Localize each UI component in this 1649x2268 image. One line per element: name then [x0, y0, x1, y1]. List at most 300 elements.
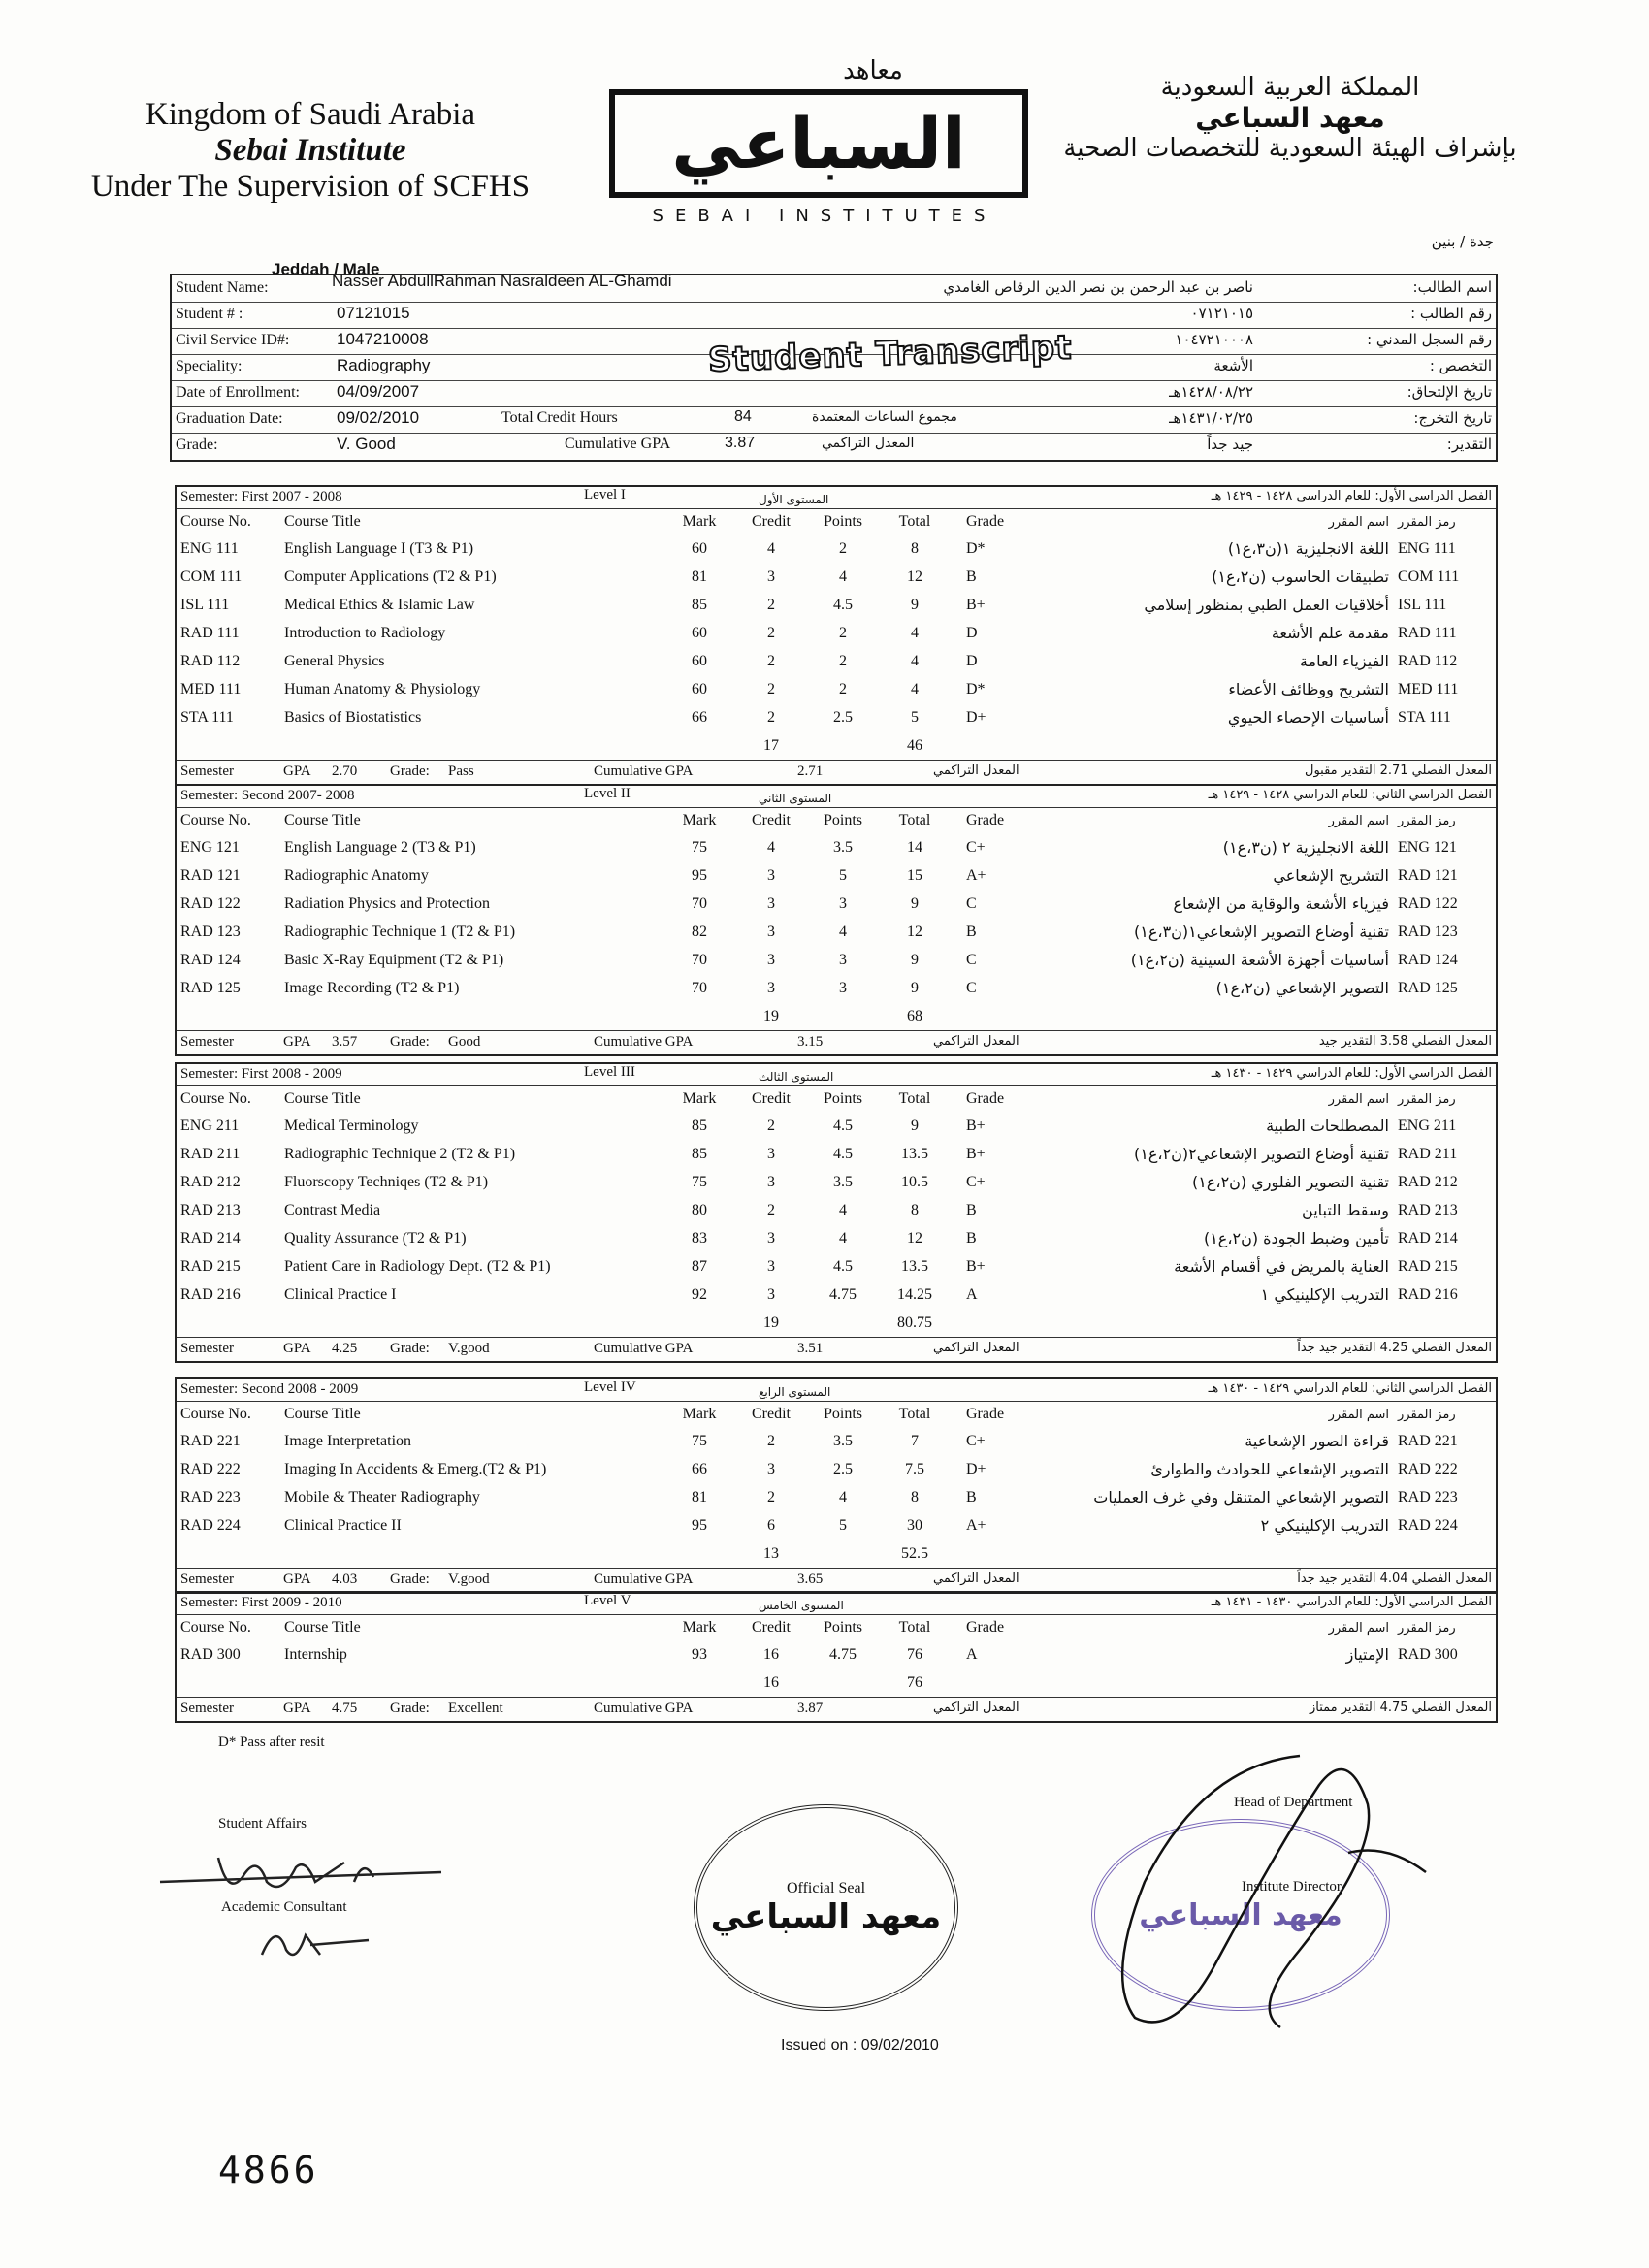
- semester-footer: [177, 1030, 1496, 1054]
- course-name-ar: تقنية التصوير الفلوري (ن٢،ع١): [1192, 1173, 1389, 1191]
- course-total: 14.25: [897, 1285, 932, 1303]
- col-course-no: Course No.: [180, 812, 251, 828]
- sum-credit: 19: [763, 1007, 779, 1024]
- course-grade: B: [966, 1488, 977, 1506]
- course-code: ISL 111: [180, 596, 230, 613]
- student-number-value: 07121015: [337, 304, 410, 322]
- table-header-row: [177, 509, 1496, 535]
- course-grade: C+: [966, 1432, 986, 1449]
- course-mark: 80: [692, 1201, 707, 1218]
- student-name-value: Nasser AbdullRahman Nasraldeen AL-Ghamdi: [332, 272, 672, 290]
- course-grade: D*: [966, 539, 986, 557]
- semester-block: [175, 1377, 1498, 1594]
- course-mark: 60: [692, 680, 707, 697]
- director-seal-text: معهد السباعي: [1139, 1897, 1342, 1932]
- course-grade: D: [966, 652, 978, 669]
- table-row: [177, 1280, 1496, 1309]
- courses-table: [177, 1615, 1496, 1697]
- col-course-title: Course Title: [284, 513, 361, 530]
- cumulative-gpa-ar: المعدل التراكمي: [933, 1341, 1019, 1355]
- course-code-ar: ENG 211: [1398, 1117, 1457, 1134]
- course-grade: C: [966, 979, 977, 996]
- semester-title-ar: الفصل الدراسي الأول: للعام الدراسي ١٤٣٠ - ١٤٣١ هـ: [1211, 1595, 1492, 1609]
- course-code: RAD 112: [180, 652, 241, 669]
- course-credit: 2: [767, 1488, 775, 1506]
- course-grade: D*: [966, 680, 986, 697]
- semester-header: [177, 1379, 1496, 1402]
- course-credit: 2: [767, 1201, 775, 1218]
- table-row: [177, 861, 1496, 890]
- overall-grade-value: V. Good: [337, 435, 396, 453]
- course-total: 12: [907, 567, 922, 585]
- course-mark: 81: [692, 567, 707, 585]
- col-code-ar: رمز المقرر: [1398, 1091, 1456, 1107]
- table-row: [177, 890, 1496, 918]
- course-total: 13.5: [901, 1257, 928, 1275]
- course-title: Human Anatomy & Physiology: [284, 680, 481, 697]
- semester-grade-word: V.good: [448, 1341, 490, 1356]
- semester-gpa: 4.03: [332, 1571, 358, 1587]
- course-code: ENG 111: [180, 539, 239, 557]
- course-total: 7.5: [905, 1460, 924, 1477]
- semester-header: [177, 1064, 1496, 1086]
- course-code: RAD 211: [180, 1145, 241, 1162]
- table-row: [177, 675, 1496, 703]
- semester-title-ar: الفصل الدراسي الثاني: للعام الدراسي ١٤٢٩ - ١٤٣٠ هـ: [1208, 1381, 1492, 1396]
- course-points: 4.5: [833, 1145, 853, 1162]
- semester-footer: [177, 1697, 1496, 1721]
- semester-block: [175, 784, 1498, 1056]
- totals-row: [177, 1002, 1496, 1030]
- course-code-ar: COM 111: [1398, 567, 1460, 585]
- course-points: 2: [839, 624, 847, 641]
- col-credit: Credit: [752, 513, 791, 530]
- cumulative-gpa-label: Cumulative GPA: [594, 763, 694, 779]
- course-mark: 93: [692, 1645, 707, 1663]
- grade-label: Grade:: [390, 1341, 430, 1356]
- course-mark: 85: [692, 1145, 707, 1162]
- table-row: [177, 1168, 1496, 1196]
- logo-top-text: معاهد: [843, 56, 903, 85]
- info-ar-label: رقم الطالب :: [1410, 305, 1492, 322]
- table-row: [177, 946, 1496, 974]
- cumulative-gpa-label: Cumulative GPA: [594, 1034, 694, 1050]
- col-credit: Credit: [752, 1406, 791, 1422]
- course-points: 4.5: [833, 1117, 853, 1134]
- semester-block: [175, 1062, 1498, 1363]
- course-code-ar: RAD 216: [1398, 1285, 1458, 1303]
- semester-label: Semester: [180, 1341, 234, 1356]
- course-name-ar: الإمتياز: [1345, 1645, 1389, 1664]
- course-name-ar: التصوير الإشعاعي المتنقل وفي غرف العمليات: [1093, 1488, 1389, 1507]
- table-row: [177, 1252, 1496, 1280]
- info-row-student-number: [172, 302, 1496, 329]
- col-total: Total: [898, 1619, 931, 1636]
- info-label: Speciality:: [176, 358, 242, 374]
- course-code: RAD 214: [180, 1229, 241, 1247]
- course-points: 4.75: [829, 1645, 857, 1663]
- course-grade: B+: [966, 1145, 986, 1162]
- course-total: 5: [911, 708, 919, 726]
- semester-cumulative-gpa: 3.51: [797, 1341, 824, 1356]
- cumulative-gpa-ar: المعدل التراكمي: [822, 436, 915, 451]
- info-row-enrollment: [172, 380, 1496, 407]
- academic-consultant-label: Academic Consultant: [221, 1899, 347, 1915]
- totals-row: [177, 731, 1496, 760]
- col-total: Total: [898, 513, 931, 530]
- semester-footer: [177, 1337, 1496, 1361]
- col-mark: Mark: [682, 1090, 717, 1107]
- course-grade: C+: [966, 1173, 986, 1190]
- course-grade: A+: [966, 866, 986, 884]
- course-total: 4: [911, 652, 919, 669]
- overall-grade-ar: جيد جداً: [1207, 436, 1253, 453]
- course-name-ar: التشريح ووظائف الأعضاء: [1228, 680, 1389, 698]
- course-total: 30: [907, 1516, 922, 1534]
- semester-title-ar: الفصل الدراسي الأول: للعام الدراسي ١٤٢٨ - ١٤٢٩ هـ: [1211, 489, 1492, 503]
- course-grade: D: [966, 624, 978, 641]
- info-ar-label: رقم السجل المدني :: [1367, 331, 1492, 348]
- header-en-line3: Under The Supervision of SCFHS: [90, 169, 531, 204]
- totals-row: [177, 1669, 1496, 1697]
- header-en-line2: Sebai Institute: [214, 133, 406, 168]
- course-title: Basics of Biostatistics: [284, 708, 422, 726]
- gpa-label: GPA: [283, 1701, 311, 1716]
- info-row-grade: [172, 433, 1496, 459]
- speciality-value: Radiography: [337, 356, 431, 374]
- col-code-ar: رمز المقرر: [1398, 1407, 1456, 1422]
- semester-title: Semester: Second 2008 - 2009: [180, 1381, 359, 1397]
- semester-level: Level I: [584, 487, 626, 502]
- semester-grade-word: Good: [448, 1034, 481, 1050]
- semester-gpa-ar: المعدل الفصلي 4.04 التقدير جيد جداً: [1297, 1571, 1492, 1586]
- semester-gpa: 4.75: [332, 1701, 358, 1716]
- course-title: Radiation Physics and Protection: [284, 894, 490, 912]
- course-title: Medical Terminology: [284, 1117, 419, 1134]
- header-ar-line3: بإشراف الهيئة السعودية للتخصصات الصحية: [1063, 134, 1517, 163]
- course-title: English Language I (T3 & P1): [284, 539, 474, 557]
- city-english: Jeddah / Male: [272, 260, 380, 278]
- semester-title: Semester: First 2007 - 2008: [180, 489, 342, 504]
- info-label: Grade:: [176, 437, 218, 453]
- col-grade: Grade: [966, 1619, 1005, 1636]
- semester-title: Semester: First 2009 - 2010: [180, 1595, 342, 1610]
- course-credit: 2: [767, 624, 775, 641]
- table-row: [177, 647, 1496, 675]
- sum-total: 80.75: [897, 1313, 932, 1331]
- course-mark: 66: [692, 708, 707, 726]
- course-credit: 4: [767, 838, 775, 856]
- course-title: Fluorscopy Techniqes (T2 & P1): [284, 1173, 489, 1190]
- course-mark: 60: [692, 539, 707, 557]
- table-row: [177, 1196, 1496, 1224]
- course-credit: 4: [767, 539, 775, 557]
- official-seal-text: معهد السباعي: [710, 1896, 942, 1936]
- course-code-ar: ISL 111: [1398, 596, 1447, 613]
- logo-subtitle: SEBAI INSTITUTES: [652, 206, 997, 226]
- academic-consultant-signature: [252, 1916, 388, 1969]
- semester-header: [177, 1593, 1496, 1615]
- course-credit: 3: [767, 951, 775, 968]
- course-name-ar: الفيزياء العامة: [1299, 652, 1389, 670]
- course-credit: 3: [767, 1229, 775, 1247]
- course-name-ar: تطبيقات الحاسوب (ن٢،ع١): [1212, 567, 1389, 586]
- course-name-ar: تقنية أوضاع التصوير الإشعاعي١(ن٣،ع١): [1134, 923, 1389, 941]
- semester-grade-word: Pass: [448, 763, 474, 779]
- col-grade: Grade: [966, 1090, 1005, 1107]
- course-credit: 2: [767, 680, 775, 697]
- semester-level-ar: المستوى الثاني: [759, 792, 832, 805]
- course-total: 9: [911, 979, 919, 996]
- col-grade: Grade: [966, 513, 1005, 530]
- course-code-ar: RAD 221: [1398, 1432, 1458, 1449]
- header-english: [78, 97, 543, 205]
- course-code-ar: RAD 214: [1398, 1229, 1458, 1247]
- course-credit: 3: [767, 1285, 775, 1303]
- course-mark: 60: [692, 652, 707, 669]
- course-title: Medical Ethics & Islamic Law: [284, 596, 475, 613]
- student-affairs-signature: [150, 1838, 461, 1906]
- col-grade: Grade: [966, 1406, 1005, 1422]
- course-grade: B: [966, 923, 977, 940]
- totals-row: [177, 1539, 1496, 1568]
- course-mark: 85: [692, 1117, 707, 1134]
- course-name-ar: التدريب الإكلينيكي ٢: [1260, 1516, 1389, 1535]
- course-points: 3.5: [833, 1432, 853, 1449]
- resit-note: D* Pass after resit: [218, 1734, 325, 1750]
- course-title: Radiographic Technique 2 (T2 & P1): [284, 1145, 516, 1162]
- semester-footer: [177, 1568, 1496, 1592]
- course-code-ar: ENG 111: [1398, 539, 1456, 557]
- course-name-ar: فيزياء الأشعة والوقاية من الإشعاع: [1173, 894, 1389, 913]
- table-row: [177, 1455, 1496, 1483]
- course-code-ar: RAD 122: [1398, 894, 1458, 912]
- course-points: 3: [839, 951, 847, 968]
- col-total: Total: [898, 1406, 931, 1422]
- course-credit: 3: [767, 1173, 775, 1190]
- sebai-logo: السباعي: [609, 89, 1028, 198]
- official-seal-label: Official Seal: [787, 1879, 866, 1896]
- col-code-ar: رمز المقرر: [1398, 813, 1456, 828]
- course-code: RAD 221: [180, 1432, 241, 1449]
- course-credit: 3: [767, 567, 775, 585]
- course-total: 15: [907, 866, 922, 884]
- col-credit: Credit: [752, 812, 791, 828]
- cumulative-gpa-ar: المعدل التراكمي: [933, 1571, 1019, 1586]
- course-title: English Language 2 (T3 & P1): [284, 838, 476, 856]
- course-code-ar: RAD 212: [1398, 1173, 1458, 1190]
- col-course-no: Course No.: [180, 1406, 251, 1422]
- col-name-ar: اسم المقرر: [1328, 1091, 1389, 1107]
- semester-title-ar: الفصل الدراسي الثاني: للعام الدراسي ١٤٢٨ - ١٤٢٩ هـ: [1208, 788, 1492, 802]
- gpa-label: GPA: [283, 1341, 311, 1356]
- col-points: Points: [823, 1090, 862, 1107]
- course-code: ENG 121: [180, 838, 240, 856]
- courses-table: [177, 808, 1496, 1030]
- student-name-ar: ناصر بن عبد الرحمن بن نصر الدين الرقاص الغامدي: [943, 278, 1253, 296]
- course-mark: 92: [692, 1285, 707, 1303]
- table-row: [177, 1640, 1496, 1669]
- course-code: RAD 300: [180, 1645, 241, 1663]
- civil-id-value: 1047210008: [337, 330, 429, 348]
- semester-level-ar: المستوى الرابع: [759, 1385, 831, 1399]
- enrollment-date-ar: ١٤٢٨/٠٨/٢٢هـ: [1169, 383, 1253, 401]
- col-points: Points: [823, 513, 862, 530]
- graduation-date-value: 09/02/2010: [337, 408, 420, 427]
- course-points: 2: [839, 652, 847, 669]
- course-grade: B+: [966, 1257, 986, 1275]
- semester-level-ar: المستوى الأول: [759, 493, 829, 506]
- col-course-no: Course No.: [180, 1619, 251, 1636]
- course-code-ar: RAD 300: [1398, 1645, 1458, 1663]
- course-total: 9: [911, 1117, 919, 1134]
- course-name-ar: المصطلحات الطبية: [1266, 1117, 1389, 1135]
- course-code: RAD 124: [180, 951, 241, 968]
- info-label: Date of Enrollment:: [176, 384, 300, 401]
- semester-header: [177, 786, 1496, 808]
- course-mark: 75: [692, 838, 707, 856]
- course-mark: 60: [692, 624, 707, 641]
- table-header-row: [177, 808, 1496, 833]
- semester-gpa-ar: المعدل الفصلي 4.25 التقدير جيد جداً: [1297, 1341, 1492, 1355]
- course-title: Introduction to Radiology: [284, 624, 446, 641]
- col-points: Points: [823, 812, 862, 828]
- course-mark: 85: [692, 596, 707, 613]
- semester-label: Semester: [180, 1701, 234, 1716]
- course-name-ar: التصوير الإشعاعي للحوادث والطوارئ: [1150, 1460, 1389, 1478]
- semester-gpa: 3.57: [332, 1034, 358, 1050]
- course-total: 76: [907, 1645, 922, 1663]
- total-credit-ar: مجموع الساعات المعتمدة: [812, 409, 957, 425]
- graduation-date-ar: ١٤٣١/٠٢/٢٥هـ: [1169, 409, 1253, 427]
- course-code: RAD 122: [180, 894, 241, 912]
- info-ar-label: اسم الطالب:: [1412, 278, 1492, 296]
- course-total: 9: [911, 951, 919, 968]
- course-credit: 3: [767, 866, 775, 884]
- course-code: RAD 223: [180, 1488, 241, 1506]
- col-total: Total: [898, 812, 931, 828]
- header-en-line1: Kingdom of Saudi Arabia: [145, 97, 476, 132]
- course-points: 4: [839, 567, 847, 585]
- course-total: 12: [907, 1229, 922, 1247]
- course-points: 4.5: [833, 596, 853, 613]
- course-grade: D+: [966, 708, 986, 726]
- col-mark: Mark: [682, 1619, 717, 1636]
- course-credit: 3: [767, 1460, 775, 1477]
- course-total: 10.5: [901, 1173, 928, 1190]
- course-mark: 95: [692, 1516, 707, 1534]
- semester-level: Level V: [584, 1593, 631, 1608]
- col-name-ar: اسم المقرر: [1328, 1620, 1389, 1636]
- speciality-ar: الأشعة: [1213, 357, 1253, 374]
- course-points: 2.5: [833, 1460, 853, 1477]
- course-credit: 16: [763, 1645, 779, 1663]
- course-grade: A+: [966, 1516, 986, 1534]
- sum-credit: 19: [763, 1313, 779, 1331]
- col-course-title: Course Title: [284, 812, 361, 828]
- semester-level: Level IV: [584, 1379, 636, 1395]
- col-points: Points: [823, 1619, 862, 1636]
- course-name-ar: قراءة الصور الإشعاعية: [1245, 1432, 1389, 1450]
- course-name-ar: اللغة الانجليزية ١(ن٣،ع١): [1227, 539, 1389, 558]
- course-title: Computer Applications (T2 & P1): [284, 567, 497, 585]
- col-course-title: Course Title: [284, 1619, 361, 1636]
- semester-grade-word: Excellent: [448, 1701, 503, 1716]
- course-code-ar: RAD 125: [1398, 979, 1458, 996]
- official-seal: [694, 1804, 958, 2011]
- course-credit: 2: [767, 1117, 775, 1134]
- semester-level: Level III: [584, 1064, 635, 1080]
- col-name-ar: اسم المقرر: [1328, 514, 1389, 530]
- semester-label: Semester: [180, 763, 234, 779]
- info-ar-label: تاريخ الإلتحاق:: [1406, 383, 1492, 401]
- course-title: Quality Assurance (T2 & P1): [284, 1229, 467, 1247]
- cumulative-gpa-label: Cumulative GPA: [565, 436, 671, 452]
- course-code-ar: RAD 111: [1398, 624, 1457, 641]
- table-row: [177, 833, 1496, 861]
- course-code: RAD 125: [180, 979, 241, 996]
- course-code-ar: RAD 123: [1398, 923, 1458, 940]
- col-course-no: Course No.: [180, 1090, 251, 1107]
- courses-table: [177, 1402, 1496, 1568]
- semester-gpa-ar: المعدل الفصلي 3.58 التقدير جيد: [1318, 1034, 1492, 1049]
- semester-level-ar: المستوى الثالث: [759, 1070, 834, 1084]
- head-of-department-label: Head of Department: [1234, 1795, 1353, 1810]
- col-name-ar: اسم المقرر: [1328, 813, 1389, 828]
- sum-total: 46: [907, 736, 922, 754]
- course-total: 8: [911, 1488, 919, 1506]
- course-title: Patient Care in Radiology Dept. (T2 & P1): [284, 1257, 551, 1275]
- course-title: Mobile & Theater Radiography: [284, 1488, 480, 1506]
- col-code-ar: رمز المقرر: [1398, 514, 1456, 530]
- course-title: Imaging In Accidents & Emerg.(T2 & P1): [284, 1460, 547, 1477]
- course-name-ar: اللغة الانجليزية ٢ (ن٣،ع١): [1222, 838, 1389, 857]
- semester-block: [175, 485, 1498, 786]
- sum-total: 52.5: [901, 1544, 928, 1562]
- semester-gpa-ar: المعدل الفصلي 2.71 التقدير مقبول: [1305, 763, 1492, 778]
- semester-title-ar: الفصل الدراسي الأول: للعام الدراسي ١٤٢٩ - ١٤٣٠ هـ: [1211, 1066, 1492, 1081]
- courses-table: [177, 1086, 1496, 1337]
- director-signature: [1057, 1727, 1465, 2047]
- course-points: 2: [839, 539, 847, 557]
- semester-cumulative-gpa: 3.65: [797, 1571, 824, 1587]
- table-row: [177, 591, 1496, 619]
- info-ar-label: التخصص :: [1429, 357, 1492, 374]
- document-number: 4866: [218, 2149, 319, 2191]
- semester-level-ar: المستوى الخامس: [759, 1599, 844, 1612]
- cumulative-gpa-label: Cumulative GPA: [594, 1571, 694, 1587]
- cumulative-gpa-label: Cumulative GPA: [594, 1341, 694, 1356]
- course-total: 13.5: [901, 1145, 928, 1162]
- cumulative-gpa-value: 3.87: [725, 435, 756, 451]
- semester-label: Semester: [180, 1034, 234, 1050]
- totals-row: [177, 1309, 1496, 1337]
- course-code: RAD 224: [180, 1516, 241, 1534]
- cumulative-gpa-ar: المعدل التراكمي: [933, 1034, 1019, 1049]
- info-label: Graduation Date:: [176, 410, 283, 427]
- semester-gpa: 2.70: [332, 763, 358, 779]
- course-name-ar: أساسيات أجهزة الأشعة السينية (ن٢،ع١): [1130, 951, 1389, 969]
- semester-cumulative-gpa: 2.71: [797, 763, 824, 779]
- course-points: 3: [839, 979, 847, 996]
- issued-on: Issued on : 09/02/2010: [781, 2037, 939, 2054]
- course-total: 9: [911, 894, 919, 912]
- course-mark: 82: [692, 923, 707, 940]
- course-total: 9: [911, 596, 919, 613]
- info-label: Student Name:: [176, 279, 269, 296]
- course-code: RAD 123: [180, 923, 241, 940]
- table-row: [177, 918, 1496, 946]
